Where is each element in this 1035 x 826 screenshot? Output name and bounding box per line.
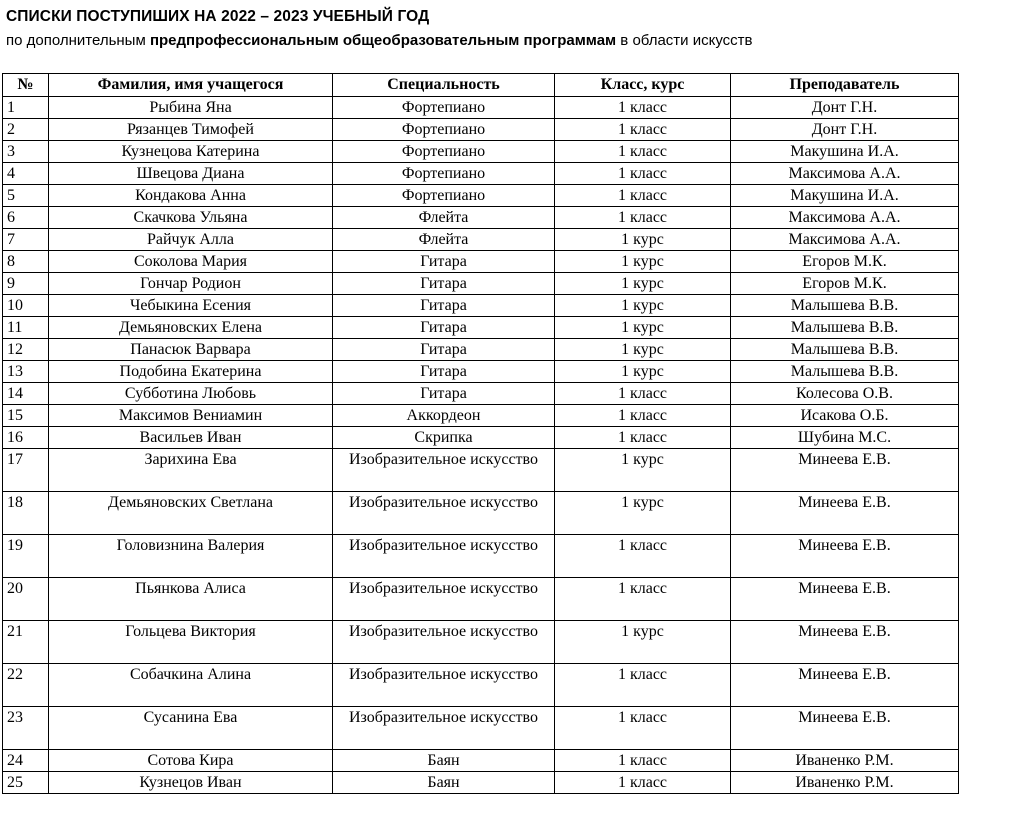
cell-teacher: Шубина М.С. bbox=[731, 427, 959, 449]
cell-grade: 1 класс bbox=[555, 97, 731, 119]
cell-grade: 1 курс bbox=[555, 621, 731, 664]
cell-teacher: Малышева В.В. bbox=[731, 361, 959, 383]
cell-grade: 1 класс bbox=[555, 427, 731, 449]
cell-grade: 1 курс bbox=[555, 492, 731, 535]
cell-student-name: Головизнина Валерия bbox=[49, 535, 333, 578]
table-row bbox=[3, 383, 959, 405]
cell-number: 23 bbox=[3, 707, 49, 750]
cell-specialty: Изобразительное искусство bbox=[333, 621, 555, 664]
cell-specialty: Гитара bbox=[333, 251, 555, 273]
cell-grade: 1 класс bbox=[555, 707, 731, 750]
page-subtitle bbox=[6, 32, 753, 49]
cell-specialty: Баян bbox=[333, 772, 555, 794]
cell-student-name: Демьяновских Светлана bbox=[49, 492, 333, 535]
subtitle-suffix: в области искусств bbox=[616, 32, 753, 49]
cell-specialty: Фортепиано bbox=[333, 163, 555, 185]
table-row bbox=[3, 229, 959, 251]
cell-grade: 1 класс bbox=[555, 163, 731, 185]
cell-grade: 1 класс bbox=[555, 185, 731, 207]
cell-student-name: Подобина Екатерина bbox=[49, 361, 333, 383]
table-row bbox=[3, 492, 959, 535]
cell-grade: 1 курс bbox=[555, 251, 731, 273]
table-row bbox=[3, 317, 959, 339]
cell-teacher: Егоров М.К. bbox=[731, 273, 959, 295]
cell-teacher: Иваненко Р.М. bbox=[731, 772, 959, 794]
cell-number: 21 bbox=[3, 621, 49, 664]
cell-grade: 1 курс bbox=[555, 295, 731, 317]
table-row bbox=[3, 405, 959, 427]
table-row bbox=[3, 273, 959, 295]
table-row bbox=[3, 339, 959, 361]
cell-number: 11 bbox=[3, 317, 49, 339]
table-row bbox=[3, 185, 959, 207]
cell-student-name: Швецова Диана bbox=[49, 163, 333, 185]
cell-grade: 1 класс bbox=[555, 141, 731, 163]
cell-teacher: Малышева В.В. bbox=[731, 317, 959, 339]
cell-number: 7 bbox=[3, 229, 49, 251]
subtitle-emphasis: предпрофессиональным общеобразовательным программам bbox=[149, 32, 617, 49]
cell-specialty: Баян bbox=[333, 750, 555, 772]
subtitle-prefix: по дополнительным bbox=[6, 32, 150, 49]
cell-teacher: Максимова А.А. bbox=[731, 163, 959, 185]
col-header-name: Фамилия, имя учащегося bbox=[49, 74, 333, 97]
cell-student-name: Скачкова Ульяна bbox=[49, 207, 333, 229]
cell-teacher: Малышева В.В. bbox=[731, 339, 959, 361]
table-row bbox=[3, 97, 959, 119]
cell-teacher: Минеева Е.В. bbox=[731, 621, 959, 664]
cell-student-name: Рязанцев Тимофей bbox=[49, 119, 333, 141]
cell-student-name: Гольцева Виктория bbox=[49, 621, 333, 664]
cell-teacher: Минеева Е.В. bbox=[731, 449, 959, 492]
cell-number: 25 bbox=[3, 772, 49, 794]
cell-student-name: Демьяновских Елена bbox=[49, 317, 333, 339]
cell-number: 18 bbox=[3, 492, 49, 535]
cell-teacher: Колесова О.В. bbox=[731, 383, 959, 405]
cell-student-name: Максимов Вениамин bbox=[49, 405, 333, 427]
cell-grade: 1 класс bbox=[555, 772, 731, 794]
cell-grade: 1 курс bbox=[555, 339, 731, 361]
cell-teacher: Минеева Е.В. bbox=[731, 664, 959, 707]
cell-number: 12 bbox=[3, 339, 49, 361]
cell-specialty: Изобразительное искусство bbox=[333, 578, 555, 621]
cell-number: 19 bbox=[3, 535, 49, 578]
cell-number: 8 bbox=[3, 251, 49, 273]
table-row bbox=[3, 535, 959, 578]
cell-grade: 1 курс bbox=[555, 317, 731, 339]
table-row bbox=[3, 707, 959, 750]
students-table bbox=[2, 73, 959, 794]
cell-specialty: Изобразительное искусство bbox=[333, 707, 555, 750]
cell-teacher: Донт Г.Н. bbox=[731, 97, 959, 119]
cell-student-name: Панасюк Варвара bbox=[49, 339, 333, 361]
cell-teacher: Минеева Е.В. bbox=[731, 492, 959, 535]
cell-grade: 1 класс bbox=[555, 578, 731, 621]
cell-specialty: Изобразительное искусство bbox=[333, 492, 555, 535]
cell-specialty: Флейта bbox=[333, 229, 555, 251]
cell-number: 6 bbox=[3, 207, 49, 229]
cell-specialty: Гитара bbox=[333, 317, 555, 339]
col-header-grade: Класс, курс bbox=[555, 74, 731, 97]
cell-specialty: Гитара bbox=[333, 383, 555, 405]
table-row bbox=[3, 664, 959, 707]
cell-number: 2 bbox=[3, 119, 49, 141]
cell-specialty: Флейта bbox=[333, 207, 555, 229]
cell-number: 1 bbox=[3, 97, 49, 119]
cell-teacher: Егоров М.К. bbox=[731, 251, 959, 273]
table-row bbox=[3, 578, 959, 621]
table-row bbox=[3, 449, 959, 492]
cell-grade: 1 класс bbox=[555, 405, 731, 427]
cell-student-name: Соколова Мария bbox=[49, 251, 333, 273]
table-body bbox=[3, 97, 959, 794]
table-row bbox=[3, 251, 959, 273]
cell-specialty: Изобразительное искусство bbox=[333, 449, 555, 492]
cell-teacher: Макушина И.А. bbox=[731, 141, 959, 163]
cell-number: 10 bbox=[3, 295, 49, 317]
cell-student-name: Райчук Алла bbox=[49, 229, 333, 251]
cell-teacher: Максимова А.А. bbox=[731, 207, 959, 229]
table-row bbox=[3, 750, 959, 772]
cell-grade: 1 класс bbox=[555, 664, 731, 707]
cell-specialty: Гитара bbox=[333, 361, 555, 383]
cell-student-name: Рыбина Яна bbox=[49, 97, 333, 119]
cell-grade: 1 класс bbox=[555, 750, 731, 772]
table-row bbox=[3, 119, 959, 141]
table-row bbox=[3, 295, 959, 317]
cell-number: 15 bbox=[3, 405, 49, 427]
cell-number: 22 bbox=[3, 664, 49, 707]
cell-number: 9 bbox=[3, 273, 49, 295]
cell-specialty: Изобразительное искусство bbox=[333, 535, 555, 578]
cell-specialty: Фортепиано bbox=[333, 97, 555, 119]
cell-specialty: Гитара bbox=[333, 339, 555, 361]
cell-grade: 1 курс bbox=[555, 361, 731, 383]
cell-specialty: Фортепиано bbox=[333, 119, 555, 141]
table-row bbox=[3, 772, 959, 794]
cell-number: 3 bbox=[3, 141, 49, 163]
cell-student-name: Пьянкова Алиса bbox=[49, 578, 333, 621]
cell-student-name: Зарихина Ева bbox=[49, 449, 333, 492]
table-row bbox=[3, 621, 959, 664]
cell-number: 17 bbox=[3, 449, 49, 492]
cell-specialty: Гитара bbox=[333, 295, 555, 317]
cell-specialty: Изобразительное искусство bbox=[333, 664, 555, 707]
cell-number: 5 bbox=[3, 185, 49, 207]
col-header-specialty: Специальность bbox=[333, 74, 555, 97]
table-header-row bbox=[3, 74, 959, 97]
cell-grade: 1 класс bbox=[555, 207, 731, 229]
cell-student-name: Собачкина Алина bbox=[49, 664, 333, 707]
table-row bbox=[3, 141, 959, 163]
cell-number: 16 bbox=[3, 427, 49, 449]
cell-specialty: Скрипка bbox=[333, 427, 555, 449]
cell-specialty: Фортепиано bbox=[333, 141, 555, 163]
table-row bbox=[3, 163, 959, 185]
cell-grade: 1 курс bbox=[555, 273, 731, 295]
cell-number: 13 bbox=[3, 361, 49, 383]
cell-student-name: Кузнецова Катерина bbox=[49, 141, 333, 163]
cell-teacher: Макушина И.А. bbox=[731, 185, 959, 207]
cell-grade: 1 класс bbox=[555, 383, 731, 405]
cell-teacher: Минеева Е.В. bbox=[731, 578, 959, 621]
cell-teacher: Минеева Е.В. bbox=[731, 535, 959, 578]
cell-teacher: Иваненко Р.М. bbox=[731, 750, 959, 772]
cell-grade: 1 класс bbox=[555, 119, 731, 141]
col-header-teacher: Преподаватель bbox=[731, 74, 959, 97]
table-row bbox=[3, 427, 959, 449]
cell-teacher: Исакова О.Б. bbox=[731, 405, 959, 427]
cell-grade: 1 курс bbox=[555, 229, 731, 251]
page-title: СПИСКИ ПОСТУПИШИХ НА 2022 – 2023 УЧЕБНЫЙ ГОД bbox=[6, 8, 430, 25]
cell-student-name: Кузнецов Иван bbox=[49, 772, 333, 794]
cell-specialty: Аккордеон bbox=[333, 405, 555, 427]
cell-teacher: Минеева Е.В. bbox=[731, 707, 959, 750]
cell-number: 14 bbox=[3, 383, 49, 405]
cell-number: 24 bbox=[3, 750, 49, 772]
cell-student-name: Кондакова Анна bbox=[49, 185, 333, 207]
table-row bbox=[3, 207, 959, 229]
col-header-number: № bbox=[3, 74, 49, 97]
cell-student-name: Чебыкина Есения bbox=[49, 295, 333, 317]
cell-student-name: Сусанина Ева bbox=[49, 707, 333, 750]
cell-student-name: Васильев Иван bbox=[49, 427, 333, 449]
cell-specialty: Фортепиано bbox=[333, 185, 555, 207]
cell-student-name: Субботина Любовь bbox=[49, 383, 333, 405]
cell-specialty: Гитара bbox=[333, 273, 555, 295]
cell-teacher: Максимова А.А. bbox=[731, 229, 959, 251]
cell-grade: 1 курс bbox=[555, 449, 731, 492]
cell-number: 4 bbox=[3, 163, 49, 185]
cell-teacher: Малышева В.В. bbox=[731, 295, 959, 317]
cell-grade: 1 класс bbox=[555, 535, 731, 578]
cell-teacher: Донт Г.Н. bbox=[731, 119, 959, 141]
cell-student-name: Сотова Кира bbox=[49, 750, 333, 772]
cell-student-name: Гончар Родион bbox=[49, 273, 333, 295]
cell-number: 20 bbox=[3, 578, 49, 621]
table-row bbox=[3, 361, 959, 383]
